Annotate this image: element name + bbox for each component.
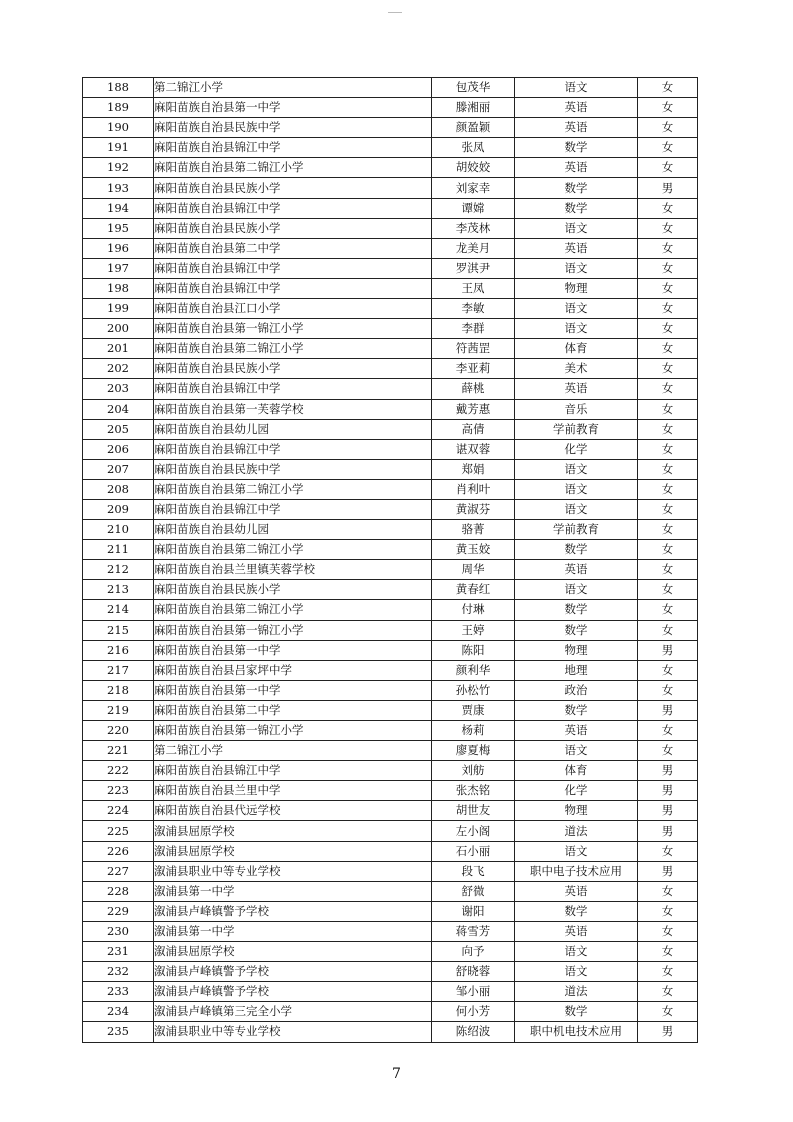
- cell-number: 196: [83, 238, 154, 258]
- cell-school: 第二锦江小学: [154, 78, 432, 98]
- cell-gender: 女: [638, 198, 698, 218]
- cell-gender: 女: [638, 118, 698, 138]
- table-row: [83, 499, 698, 519]
- cell-subject: 体育: [515, 761, 638, 781]
- cell-subject: 语文: [515, 479, 638, 499]
- table-row: [83, 761, 698, 781]
- cell-number: 199: [83, 299, 154, 319]
- cell-school: 麻阳苗族自治县民族小学: [154, 359, 432, 379]
- cell-gender: 女: [638, 499, 698, 519]
- cell-school: 麻阳苗族自治县第二锦江小学: [154, 158, 432, 178]
- cell-number: 234: [83, 1002, 154, 1022]
- cell-subject: 数学: [515, 620, 638, 640]
- cell-school: 麻阳苗族自治县江口小学: [154, 299, 432, 319]
- cell-number: 222: [83, 761, 154, 781]
- cell-gender: 女: [638, 901, 698, 921]
- table-row: [83, 982, 698, 1002]
- table-row: [83, 700, 698, 720]
- cell-school: 麻阳苗族自治县第一锦江小学: [154, 620, 432, 640]
- cell-gender: 女: [638, 459, 698, 479]
- cell-teacher-name: 龙美月: [432, 238, 515, 258]
- cell-teacher-name: 付琳: [432, 600, 515, 620]
- cell-school: 溆浦县卢峰镇警予学校: [154, 962, 432, 982]
- cell-number: 232: [83, 962, 154, 982]
- cell-school: 麻阳苗族自治县吕家坪中学: [154, 660, 432, 680]
- cell-subject: 道法: [515, 982, 638, 1002]
- table-row: [83, 399, 698, 419]
- cell-gender: 女: [638, 299, 698, 319]
- cell-school: 麻阳苗族自治县锦江中学: [154, 761, 432, 781]
- cell-gender: 男: [638, 861, 698, 881]
- cell-number: 235: [83, 1022, 154, 1042]
- cell-teacher-name: 何小芳: [432, 1002, 515, 1022]
- cell-number: 195: [83, 218, 154, 238]
- table-row: [83, 901, 698, 921]
- cell-teacher-name: 谢阳: [432, 901, 515, 921]
- table-row: [83, 962, 698, 982]
- cell-school: 麻阳苗族自治县民族小学: [154, 580, 432, 600]
- table-row: [83, 1022, 698, 1042]
- cell-teacher-name: 舒微: [432, 881, 515, 901]
- cell-teacher-name: 王凤: [432, 278, 515, 298]
- cell-gender: 男: [638, 761, 698, 781]
- table-row: [83, 339, 698, 359]
- table-row: [83, 620, 698, 640]
- table-row: [83, 841, 698, 861]
- cell-school: 麻阳苗族自治县第一中学: [154, 98, 432, 118]
- cell-number: 227: [83, 861, 154, 881]
- table-row: [83, 640, 698, 660]
- table-row: [83, 319, 698, 339]
- cell-teacher-name: 杨莉: [432, 721, 515, 741]
- cell-number: 200: [83, 319, 154, 339]
- cell-number: 211: [83, 540, 154, 560]
- cell-teacher-name: 孙松竹: [432, 680, 515, 700]
- cell-teacher-name: 向予: [432, 942, 515, 962]
- cell-number: 190: [83, 118, 154, 138]
- cell-school: 麻阳苗族自治县第二锦江小学: [154, 339, 432, 359]
- cell-gender: 女: [638, 399, 698, 419]
- cell-school: 麻阳苗族自治县代远学校: [154, 801, 432, 821]
- cell-teacher-name: 胡世友: [432, 801, 515, 821]
- cell-gender: 女: [638, 1002, 698, 1022]
- cell-teacher-name: 谭嫦: [432, 198, 515, 218]
- cell-subject: 数学: [515, 901, 638, 921]
- cell-subject: 语文: [515, 741, 638, 761]
- cell-school: 麻阳苗族自治县民族小学: [154, 178, 432, 198]
- cell-subject: 语文: [515, 942, 638, 962]
- cell-teacher-name: 包茂华: [432, 78, 515, 98]
- cell-school: 溆浦县卢峰镇警予学校: [154, 901, 432, 921]
- cell-school: 麻阳苗族自治县兰里镇芙蓉学校: [154, 560, 432, 580]
- cell-teacher-name: 李茂林: [432, 218, 515, 238]
- cell-gender: 女: [638, 962, 698, 982]
- cell-teacher-name: 颜盈颖: [432, 118, 515, 138]
- cell-number: 219: [83, 700, 154, 720]
- cell-teacher-name: 左小阁: [432, 821, 515, 841]
- cell-school: 麻阳苗族自治县锦江中学: [154, 379, 432, 399]
- cell-teacher-name: 刘舫: [432, 761, 515, 781]
- cell-teacher-name: 滕湘丽: [432, 98, 515, 118]
- cell-subject: 道法: [515, 821, 638, 841]
- cell-subject: 英语: [515, 921, 638, 941]
- cell-school: 麻阳苗族自治县第一锦江小学: [154, 319, 432, 339]
- table-row: [83, 138, 698, 158]
- cell-school: 溆浦县屈原学校: [154, 942, 432, 962]
- cell-gender: 女: [638, 238, 698, 258]
- roster-body: [83, 78, 698, 1043]
- cell-gender: 女: [638, 520, 698, 540]
- cell-gender: 女: [638, 419, 698, 439]
- cell-teacher-name: 薛桃: [432, 379, 515, 399]
- cell-teacher-name: 邹小丽: [432, 982, 515, 1002]
- cell-number: 201: [83, 339, 154, 359]
- cell-school: 溆浦县屈原学校: [154, 841, 432, 861]
- cell-school: 麻阳苗族自治县兰里中学: [154, 781, 432, 801]
- cell-gender: 女: [638, 339, 698, 359]
- cell-gender: 男: [638, 178, 698, 198]
- cell-subject: 地理: [515, 660, 638, 680]
- cell-teacher-name: 张杰铭: [432, 781, 515, 801]
- cell-number: 203: [83, 379, 154, 399]
- cell-number: 217: [83, 660, 154, 680]
- table-row: [83, 359, 698, 379]
- page-number: 7: [392, 1066, 401, 1082]
- cell-school: 麻阳苗族自治县锦江中学: [154, 439, 432, 459]
- table-row: [83, 198, 698, 218]
- cell-gender: 女: [638, 600, 698, 620]
- cell-school: 麻阳苗族自治县第一中学: [154, 640, 432, 660]
- cell-gender: 女: [638, 379, 698, 399]
- table-row: [83, 218, 698, 238]
- cell-gender: 女: [638, 560, 698, 580]
- cell-gender: 女: [638, 218, 698, 238]
- cell-teacher-name: 舒晓蓉: [432, 962, 515, 982]
- cell-gender: 女: [638, 359, 698, 379]
- cell-school: 麻阳苗族自治县第二中学: [154, 238, 432, 258]
- cell-subject: 数学: [515, 138, 638, 158]
- cell-school: 麻阳苗族自治县幼儿园: [154, 520, 432, 540]
- cell-subject: 语文: [515, 78, 638, 98]
- cell-subject: 语文: [515, 580, 638, 600]
- cell-subject: 语文: [515, 459, 638, 479]
- cell-number: 213: [83, 580, 154, 600]
- cell-school: 溆浦县第一中学: [154, 881, 432, 901]
- table-row: [83, 821, 698, 841]
- cell-number: 204: [83, 399, 154, 419]
- cell-teacher-name: 周华: [432, 560, 515, 580]
- cell-number: 202: [83, 359, 154, 379]
- cell-subject: 音乐: [515, 399, 638, 419]
- cell-school: 麻阳苗族自治县幼儿园: [154, 419, 432, 439]
- cell-teacher-name: 廖夏梅: [432, 741, 515, 761]
- cell-subject: 语文: [515, 499, 638, 519]
- table-row: [83, 600, 698, 620]
- cell-teacher-name: 刘家幸: [432, 178, 515, 198]
- cell-subject: 化学: [515, 781, 638, 801]
- table-row: [83, 540, 698, 560]
- cell-teacher-name: 李敏: [432, 299, 515, 319]
- cell-subject: 学前教育: [515, 419, 638, 439]
- cell-number: 189: [83, 98, 154, 118]
- cell-gender: 女: [638, 278, 698, 298]
- table-row: [83, 660, 698, 680]
- cell-subject: 数学: [515, 178, 638, 198]
- cell-number: 188: [83, 78, 154, 98]
- cell-subject: 语文: [515, 258, 638, 278]
- cell-gender: 女: [638, 158, 698, 178]
- table-row: [83, 379, 698, 399]
- table-row: [83, 178, 698, 198]
- cell-teacher-name: 骆菁: [432, 520, 515, 540]
- cell-number: 221: [83, 741, 154, 761]
- cell-number: 208: [83, 479, 154, 499]
- cell-school: 麻阳苗族自治县第一中学: [154, 680, 432, 700]
- cell-subject: 政治: [515, 680, 638, 700]
- cell-number: 224: [83, 801, 154, 821]
- table-row: [83, 861, 698, 881]
- scan-mark: [388, 12, 402, 13]
- cell-school: 麻阳苗族自治县第一锦江小学: [154, 721, 432, 741]
- cell-number: 206: [83, 439, 154, 459]
- cell-subject: 化学: [515, 439, 638, 459]
- table-row: [83, 299, 698, 319]
- cell-teacher-name: 李群: [432, 319, 515, 339]
- cell-subject: 英语: [515, 158, 638, 178]
- roster-table: [82, 77, 698, 1043]
- cell-subject: 美术: [515, 359, 638, 379]
- cell-gender: 女: [638, 721, 698, 741]
- cell-gender: 女: [638, 479, 698, 499]
- table-row: [83, 741, 698, 761]
- cell-gender: 男: [638, 821, 698, 841]
- table-row: [83, 580, 698, 600]
- table-row: [83, 238, 698, 258]
- cell-teacher-name: 高倩: [432, 419, 515, 439]
- cell-number: 225: [83, 821, 154, 841]
- cell-number: 215: [83, 620, 154, 640]
- cell-number: 231: [83, 942, 154, 962]
- cell-teacher-name: 段飞: [432, 861, 515, 881]
- table-row: [83, 419, 698, 439]
- cell-subject: 语文: [515, 841, 638, 861]
- cell-subject: 职中机电技术应用: [515, 1022, 638, 1042]
- cell-teacher-name: 李亚莉: [432, 359, 515, 379]
- cell-subject: 英语: [515, 721, 638, 741]
- cell-gender: 男: [638, 1022, 698, 1042]
- cell-gender: 女: [638, 138, 698, 158]
- cell-subject: 英语: [515, 98, 638, 118]
- cell-subject: 数学: [515, 540, 638, 560]
- cell-number: 226: [83, 841, 154, 861]
- cell-school: 麻阳苗族自治县锦江中学: [154, 198, 432, 218]
- table-row: [83, 680, 698, 700]
- cell-subject: 物理: [515, 278, 638, 298]
- cell-teacher-name: 陈绍波: [432, 1022, 515, 1042]
- cell-gender: 女: [638, 439, 698, 459]
- table-row: [83, 801, 698, 821]
- cell-number: 193: [83, 178, 154, 198]
- cell-teacher-name: 罗淇尹: [432, 258, 515, 278]
- cell-number: 205: [83, 419, 154, 439]
- cell-number: 228: [83, 881, 154, 901]
- table-row: [83, 560, 698, 580]
- cell-gender: 女: [638, 319, 698, 339]
- table-row: [83, 921, 698, 941]
- cell-subject: 语文: [515, 319, 638, 339]
- cell-gender: 女: [638, 942, 698, 962]
- table-row: [83, 1002, 698, 1022]
- cell-school: 溆浦县卢峰镇警予学校: [154, 982, 432, 1002]
- cell-teacher-name: 颜利华: [432, 660, 515, 680]
- cell-teacher-name: 胡姣姣: [432, 158, 515, 178]
- table-row: [83, 520, 698, 540]
- cell-teacher-name: 肖利叶: [432, 479, 515, 499]
- cell-school: 麻阳苗族自治县锦江中学: [154, 499, 432, 519]
- cell-gender: 女: [638, 78, 698, 98]
- cell-teacher-name: 贾康: [432, 700, 515, 720]
- cell-teacher-name: 谌双蓉: [432, 439, 515, 459]
- cell-number: 220: [83, 721, 154, 741]
- cell-subject: 学前教育: [515, 520, 638, 540]
- cell-teacher-name: 蒋雪芳: [432, 921, 515, 941]
- table-row: [83, 781, 698, 801]
- cell-subject: 英语: [515, 560, 638, 580]
- cell-teacher-name: 陈阳: [432, 640, 515, 660]
- cell-teacher-name: 黄淑芬: [432, 499, 515, 519]
- cell-school: 麻阳苗族自治县第二锦江小学: [154, 479, 432, 499]
- cell-number: 197: [83, 258, 154, 278]
- cell-number: 192: [83, 158, 154, 178]
- table-row: [83, 721, 698, 741]
- cell-number: 207: [83, 459, 154, 479]
- cell-school: 麻阳苗族自治县第二中学: [154, 700, 432, 720]
- cell-teacher-name: 符茜罡: [432, 339, 515, 359]
- cell-subject: 英语: [515, 379, 638, 399]
- cell-gender: 女: [638, 741, 698, 761]
- cell-subject: 数学: [515, 198, 638, 218]
- cell-number: 216: [83, 640, 154, 660]
- table-row: [83, 258, 698, 278]
- cell-school: 溆浦县第一中学: [154, 921, 432, 941]
- cell-school: 第二锦江小学: [154, 741, 432, 761]
- cell-gender: 女: [638, 258, 698, 278]
- cell-gender: 女: [638, 540, 698, 560]
- cell-teacher-name: 王婷: [432, 620, 515, 640]
- cell-number: 218: [83, 680, 154, 700]
- cell-gender: 女: [638, 98, 698, 118]
- cell-number: 209: [83, 499, 154, 519]
- cell-number: 212: [83, 560, 154, 580]
- cell-school: 麻阳苗族自治县第一芙蓉学校: [154, 399, 432, 419]
- cell-school: 麻阳苗族自治县锦江中学: [154, 278, 432, 298]
- table-row: [83, 439, 698, 459]
- table-row: [83, 479, 698, 499]
- cell-subject: 物理: [515, 801, 638, 821]
- cell-school: 溆浦县职业中等专业学校: [154, 1022, 432, 1042]
- cell-school: 溆浦县职业中等专业学校: [154, 861, 432, 881]
- cell-subject: 数学: [515, 600, 638, 620]
- cell-gender: 女: [638, 680, 698, 700]
- cell-school: 麻阳苗族自治县锦江中学: [154, 138, 432, 158]
- table-row: [83, 158, 698, 178]
- cell-school: 麻阳苗族自治县第二锦江小学: [154, 600, 432, 620]
- cell-number: 230: [83, 921, 154, 941]
- cell-subject: 英语: [515, 238, 638, 258]
- cell-school: 麻阳苗族自治县锦江中学: [154, 258, 432, 278]
- cell-school: 麻阳苗族自治县民族小学: [154, 218, 432, 238]
- cell-teacher-name: 石小丽: [432, 841, 515, 861]
- cell-subject: 物理: [515, 640, 638, 660]
- table-row: [83, 78, 698, 98]
- cell-subject: 语文: [515, 299, 638, 319]
- cell-teacher-name: 张凤: [432, 138, 515, 158]
- cell-subject: 职中电子技术应用: [515, 861, 638, 881]
- cell-gender: 男: [638, 640, 698, 660]
- cell-gender: 女: [638, 660, 698, 680]
- table-row: [83, 278, 698, 298]
- table-row: [83, 98, 698, 118]
- cell-gender: 女: [638, 881, 698, 901]
- cell-subject: 英语: [515, 881, 638, 901]
- cell-subject: 数学: [515, 1002, 638, 1022]
- cell-subject: 数学: [515, 700, 638, 720]
- table-row: [83, 881, 698, 901]
- table-row: [83, 118, 698, 138]
- cell-number: 233: [83, 982, 154, 1002]
- cell-teacher-name: 黄春红: [432, 580, 515, 600]
- cell-number: 194: [83, 198, 154, 218]
- cell-gender: 男: [638, 781, 698, 801]
- table-row: [83, 942, 698, 962]
- cell-gender: 男: [638, 700, 698, 720]
- cell-gender: 女: [638, 620, 698, 640]
- cell-number: 191: [83, 138, 154, 158]
- cell-school: 溆浦县卢峰镇第三完全小学: [154, 1002, 432, 1022]
- cell-gender: 女: [638, 982, 698, 1002]
- cell-school: 麻阳苗族自治县第二锦江小学: [154, 540, 432, 560]
- cell-teacher-name: 郑娟: [432, 459, 515, 479]
- cell-subject: 体育: [515, 339, 638, 359]
- cell-gender: 女: [638, 580, 698, 600]
- cell-number: 198: [83, 278, 154, 298]
- cell-school: 麻阳苗族自治县民族中学: [154, 118, 432, 138]
- cell-subject: 语文: [515, 218, 638, 238]
- cell-teacher-name: 黄玉姣: [432, 540, 515, 560]
- cell-gender: 男: [638, 801, 698, 821]
- cell-number: 214: [83, 600, 154, 620]
- cell-subject: 英语: [515, 118, 638, 138]
- cell-gender: 女: [638, 921, 698, 941]
- cell-teacher-name: 戴芳惠: [432, 399, 515, 419]
- cell-school: 溆浦县屈原学校: [154, 821, 432, 841]
- cell-number: 229: [83, 901, 154, 921]
- cell-gender: 女: [638, 841, 698, 861]
- cell-school: 麻阳苗族自治县民族中学: [154, 459, 432, 479]
- cell-number: 210: [83, 520, 154, 540]
- table-row: [83, 459, 698, 479]
- cell-subject: 语文: [515, 962, 638, 982]
- cell-number: 223: [83, 781, 154, 801]
